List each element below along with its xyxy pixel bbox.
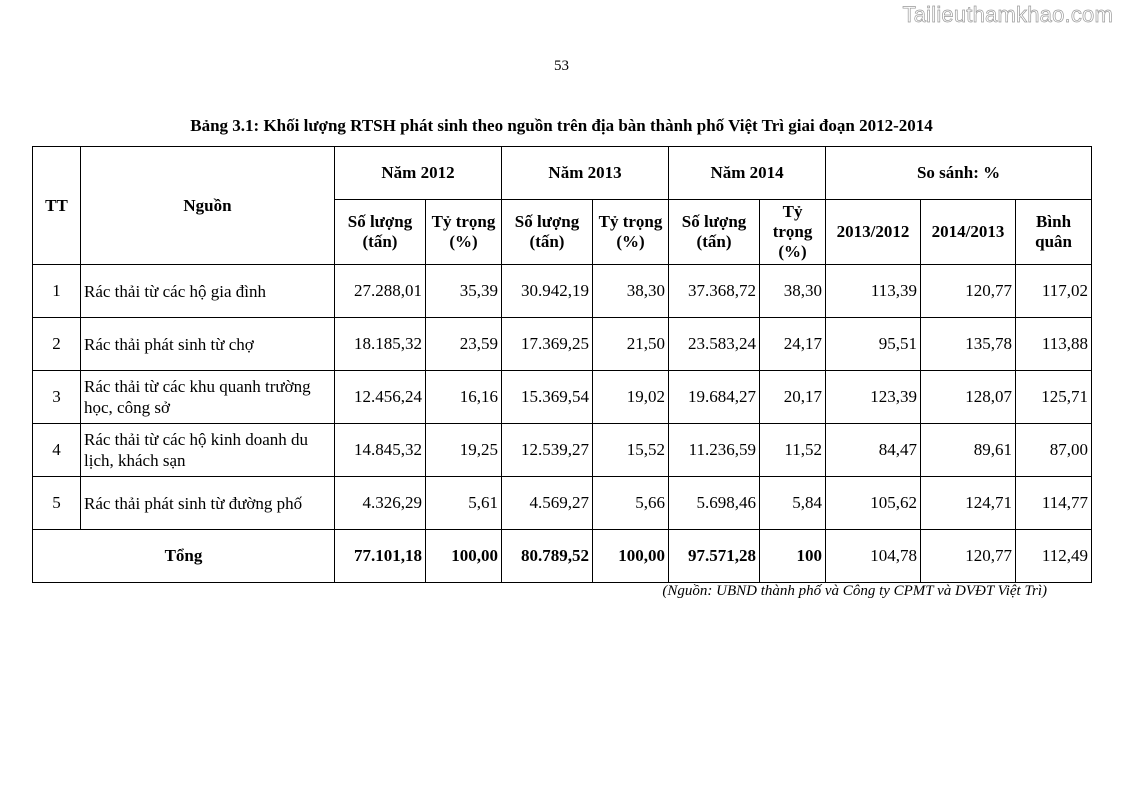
- header-share-2013: Tỷ trọng (%): [593, 200, 669, 265]
- cell-ratio-2013-2012: 84,47: [826, 424, 921, 477]
- cell-quantity-2013: 12.539,27: [502, 424, 593, 477]
- cell-source: Rác thải phát sinh từ chợ: [81, 318, 335, 371]
- total-quantity-2013: 80.789,52: [502, 530, 593, 583]
- table-row: [33, 424, 1092, 477]
- header-compare: So sánh: %: [826, 147, 1092, 200]
- cell-source: Rác thải từ các hộ gia đình: [81, 265, 335, 318]
- cell-ratio-2013-2012: 95,51: [826, 318, 921, 371]
- cell-quantity-2013: 4.569,27: [502, 477, 593, 530]
- total-row: [33, 530, 1092, 583]
- cell-quantity-2012: 27.288,01: [335, 265, 426, 318]
- cell-average: 114,77: [1016, 477, 1092, 530]
- cell-share-2012: 23,59: [426, 318, 502, 371]
- cell-share-2014: 38,30: [760, 265, 826, 318]
- cell-quantity-2013: 15.369,54: [502, 371, 593, 424]
- cell-quantity-2012: 14.845,32: [335, 424, 426, 477]
- cell-share-2013: 19,02: [593, 371, 669, 424]
- cell-tt: 4: [33, 424, 81, 477]
- cell-quantity-2013: 17.369,25: [502, 318, 593, 371]
- table-caption: Bảng 3.1: Khối lượng RTSH phát sinh theo nguồn trên địa bàn thành phố Việt Trì giai đoạn 2012-2014: [190, 116, 933, 135]
- cell-share-2014: 20,17: [760, 371, 826, 424]
- cell-quantity-2014: 19.684,27: [669, 371, 760, 424]
- cell-tt: 2: [33, 318, 81, 371]
- cell-tt: 5: [33, 477, 81, 530]
- header-share-2012: Tỷ trọng (%): [426, 200, 502, 265]
- cell-share-2014: 24,17: [760, 318, 826, 371]
- cell-share-2012: 5,61: [426, 477, 502, 530]
- cell-tt: 1: [33, 265, 81, 318]
- cell-source: Rác thải từ các khu quanh trường học, công sở: [81, 371, 335, 424]
- cell-quantity-2012: 12.456,24: [335, 371, 426, 424]
- cell-tt: 3: [33, 371, 81, 424]
- cell-quantity-2014: 5.698,46: [669, 477, 760, 530]
- cell-ratio-2013-2012: 123,39: [826, 371, 921, 424]
- total-share-2012: 100,00: [426, 530, 502, 583]
- cell-ratio-2013-2012: 105,62: [826, 477, 921, 530]
- cell-share-2013: 21,50: [593, 318, 669, 371]
- cell-quantity-2013: 30.942,19: [502, 265, 593, 318]
- table-row: [33, 371, 1092, 424]
- header-year-2014: Năm 2014: [669, 147, 826, 200]
- cell-share-2013: 38,30: [593, 265, 669, 318]
- total-ratio-2013-2012: 104,78: [826, 530, 921, 583]
- header-quantity-2014: Số lượng (tấn): [669, 200, 760, 265]
- cell-ratio-2014-2013: 135,78: [921, 318, 1016, 371]
- cell-ratio-2014-2013: 124,71: [921, 477, 1016, 530]
- total-ratio-2014-2013: 120,77: [921, 530, 1016, 583]
- watermark: Tailieuthamkhao.com: [902, 2, 1113, 27]
- header-share-2014: Tỷ trọng (%): [760, 200, 826, 265]
- cell-share-2014: 5,84: [760, 477, 826, 530]
- cell-share-2012: 16,16: [426, 371, 502, 424]
- cell-average: 113,88: [1016, 318, 1092, 371]
- cell-quantity-2014: 11.236,59: [669, 424, 760, 477]
- total-share-2014: 100: [760, 530, 826, 583]
- header-quantity-2013: Số lượng (tấn): [502, 200, 593, 265]
- header-quantity-2012: Số lượng (tấn): [335, 200, 426, 265]
- table-row: [33, 318, 1092, 371]
- total-share-2013: 100,00: [593, 530, 669, 583]
- header-row-1: [33, 147, 1092, 200]
- cell-source: Rác thải từ các hộ kinh doanh du lịch, khách sạn: [81, 424, 335, 477]
- table-row: [33, 265, 1092, 318]
- cell-average: 125,71: [1016, 371, 1092, 424]
- header-ratio-2014-2013: 2014/2013: [921, 200, 1016, 265]
- cell-share-2012: 19,25: [426, 424, 502, 477]
- cell-ratio-2014-2013: 89,61: [921, 424, 1016, 477]
- total-quantity-2012: 77.101,18: [335, 530, 426, 583]
- cell-quantity-2014: 37.368,72: [669, 265, 760, 318]
- header-average: Bình quân: [1016, 200, 1092, 265]
- cell-average: 87,00: [1016, 424, 1092, 477]
- cell-ratio-2014-2013: 128,07: [921, 371, 1016, 424]
- source-note: (Nguồn: UBND thành phố và Công ty CPMT và DVĐT Việt Trì): [662, 583, 1047, 599]
- header-year-2013: Năm 2013: [502, 147, 669, 200]
- total-average: 112,49: [1016, 530, 1092, 583]
- waste-volume-table: [32, 146, 1092, 583]
- cell-source: Rác thải phát sinh từ đường phố: [81, 477, 335, 530]
- cell-average: 117,02: [1016, 265, 1092, 318]
- header-ratio-2013-2012: 2013/2012: [826, 200, 921, 265]
- header-tt: TT: [33, 147, 81, 265]
- cell-ratio-2013-2012: 113,39: [826, 265, 921, 318]
- header-source: Nguồn: [81, 147, 335, 265]
- cell-share-2012: 35,39: [426, 265, 502, 318]
- cell-quantity-2014: 23.583,24: [669, 318, 760, 371]
- cell-share-2013: 15,52: [593, 424, 669, 477]
- header-year-2012: Năm 2012: [335, 147, 502, 200]
- total-label: Tổng: [33, 530, 335, 583]
- cell-share-2013: 5,66: [593, 477, 669, 530]
- cell-quantity-2012: 18.185,32: [335, 318, 426, 371]
- cell-share-2014: 11,52: [760, 424, 826, 477]
- cell-ratio-2014-2013: 120,77: [921, 265, 1016, 318]
- total-quantity-2014: 97.571,28: [669, 530, 760, 583]
- page-number: 53: [554, 58, 569, 74]
- table-row: [33, 477, 1092, 530]
- cell-quantity-2012: 4.326,29: [335, 477, 426, 530]
